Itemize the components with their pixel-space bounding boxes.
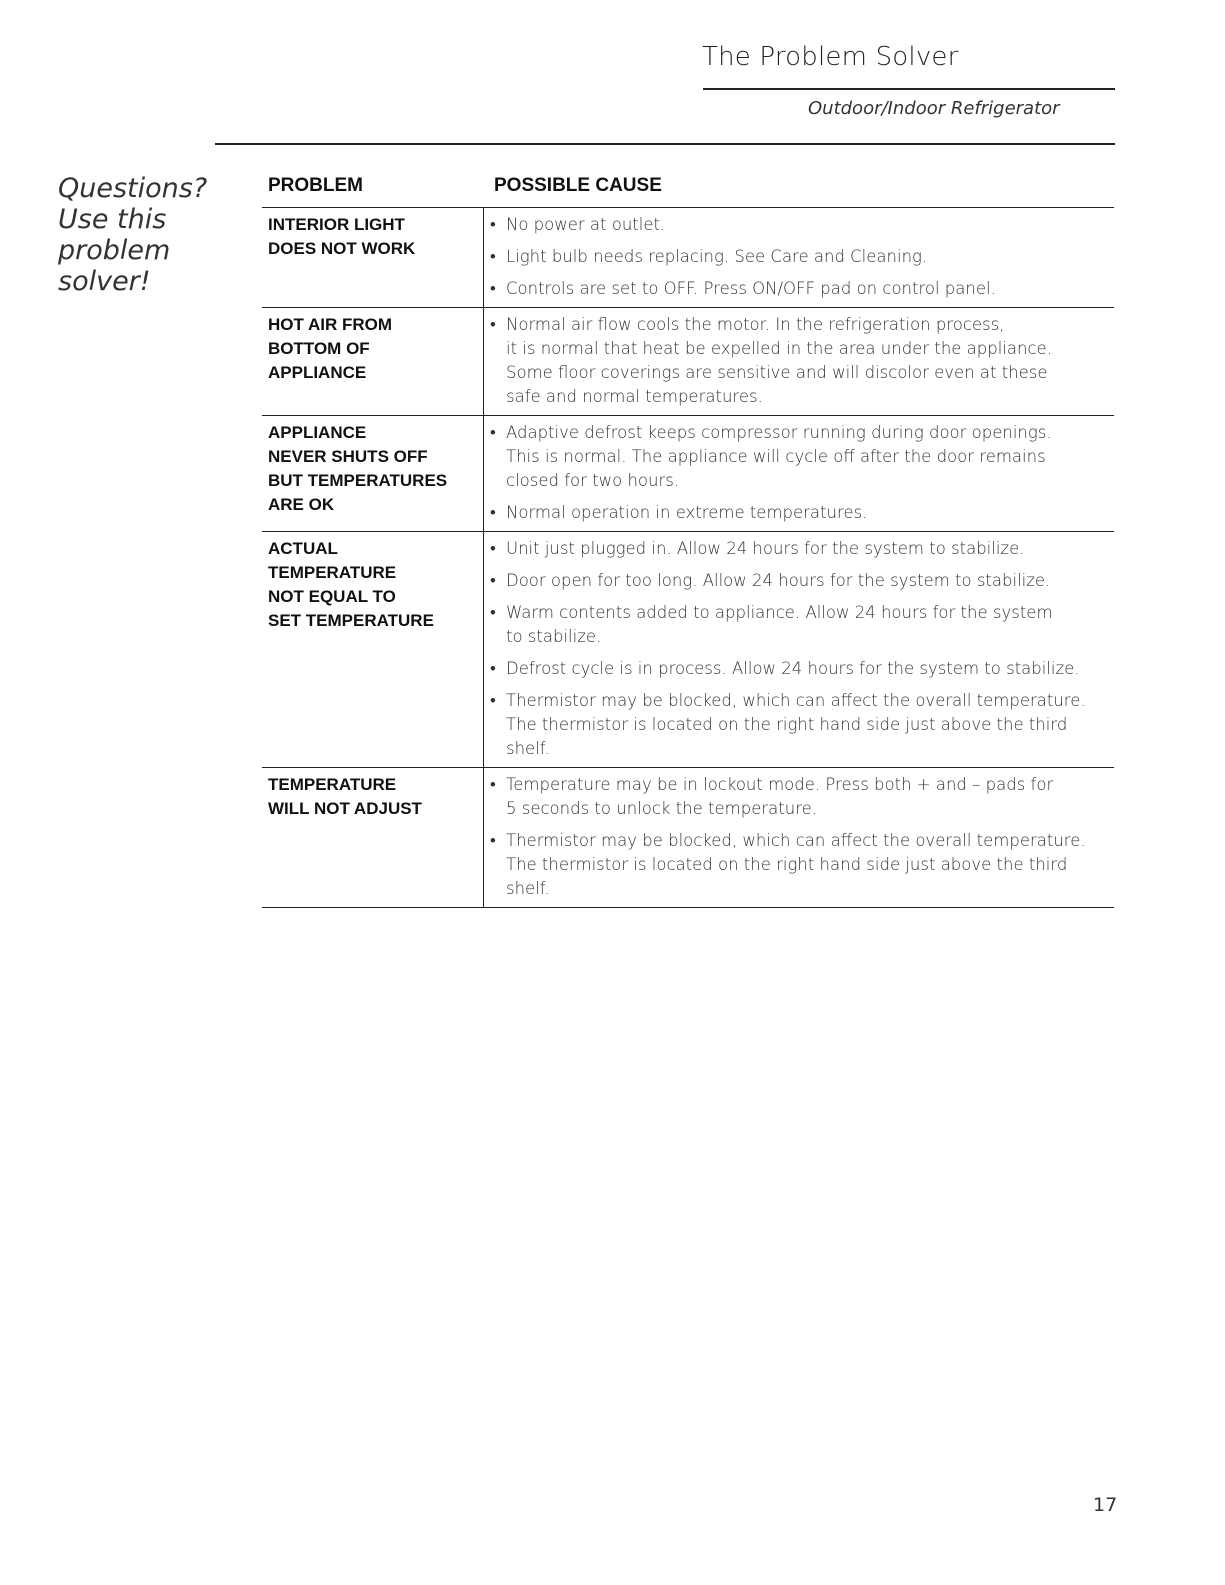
causes-cell — [484, 208, 1114, 307]
header-rule — [703, 88, 1115, 90]
problem-cell — [262, 416, 484, 531]
table-row — [262, 307, 1114, 415]
page-title: The Problem Solver — [702, 42, 959, 72]
problem-cell — [262, 768, 484, 907]
cause-item: • Door open for too long. Allow 24 hours for the system to stabilize. — [488, 569, 1114, 593]
cause-item: • Normal operation in extreme temperatures. — [488, 501, 1114, 525]
column-header-problem: PROBLEM — [268, 175, 363, 196]
causes-cell — [484, 768, 1114, 907]
problem-text: HOT AIR FROM BOTTOM OF APPLIANCE — [268, 315, 393, 382]
cause-item: • Thermistor may be blocked, which can affect the overall temperature. The thermistor is located on the right hand side just above the third shelf. — [488, 829, 1114, 901]
page-subtitle: Outdoor/Indoor Refrigerator — [808, 98, 1060, 119]
sidebar-line: problem — [58, 235, 171, 266]
causes-cell — [484, 308, 1114, 415]
section-rule — [215, 143, 1115, 145]
problem-solver-table — [262, 207, 1114, 908]
problem-text: TEMPERATURE WILL NOT ADJUST — [268, 775, 422, 818]
cause-item: • Thermistor may be blocked, which can affect the overall temperature. The thermistor is located on the right hand side just above the third shelf. — [488, 689, 1114, 761]
problem-cell — [262, 532, 484, 767]
page-number: 17 — [1093, 1494, 1118, 1516]
problem-text: INTERIOR LIGHT DOES NOT WORK — [268, 215, 416, 258]
table-row — [262, 531, 1114, 767]
table-row — [262, 415, 1114, 531]
column-header-cause: POSSIBLE CAUSE — [494, 175, 662, 196]
causes-cell — [484, 532, 1114, 767]
cause-item: • Controls are set to OFF. Press ON/OFF pad on control panel. — [488, 277, 1114, 301]
sidebar-line: Use this — [58, 204, 167, 235]
cause-item: • Temperature may be in lockout mode. Press both + and – pads for 5 seconds to unlock the temperature. — [488, 773, 1114, 821]
problem-cell — [262, 308, 484, 415]
table-row — [262, 207, 1114, 307]
cause-item: • Unit just plugged in. Allow 24 hours for the system to stabilize. — [488, 537, 1114, 561]
cause-item: • Warm contents added to appliance. Allow 24 hours for the system to stabilize. — [488, 601, 1114, 649]
cause-item: • Adaptive defrost keeps compressor running during door openings. This is normal. The appliance will cycle off after the door remains closed for two hours. — [488, 421, 1114, 493]
table-row — [262, 767, 1114, 908]
problem-text: APPLIANCE NEVER SHUTS OFF BUT TEMPERATURES ARE OK — [268, 423, 448, 514]
sidebar-line: Questions? — [58, 173, 208, 204]
problem-cell — [262, 208, 484, 307]
problem-text: ACTUAL TEMPERATURE NOT EQUAL TO SET TEMPERATURE — [268, 539, 434, 630]
sidebar-callout — [58, 173, 218, 297]
sidebar-line: solver! — [58, 266, 151, 297]
cause-item: • Light bulb needs replacing. See Care and Cleaning. — [488, 245, 1114, 269]
cause-item: • Defrost cycle is in process. Allow 24 hours for the system to stabilize. — [488, 657, 1114, 681]
cause-item: • No power at outlet. — [488, 213, 1114, 237]
causes-cell — [484, 416, 1114, 531]
cause-item: • Normal air flow cools the motor. In the refrigeration process, it is normal that heat be expelled in the area under the appliance. Some floor coverings are sensitive and will discolor even at these safe and normal temperatures. — [488, 313, 1114, 409]
